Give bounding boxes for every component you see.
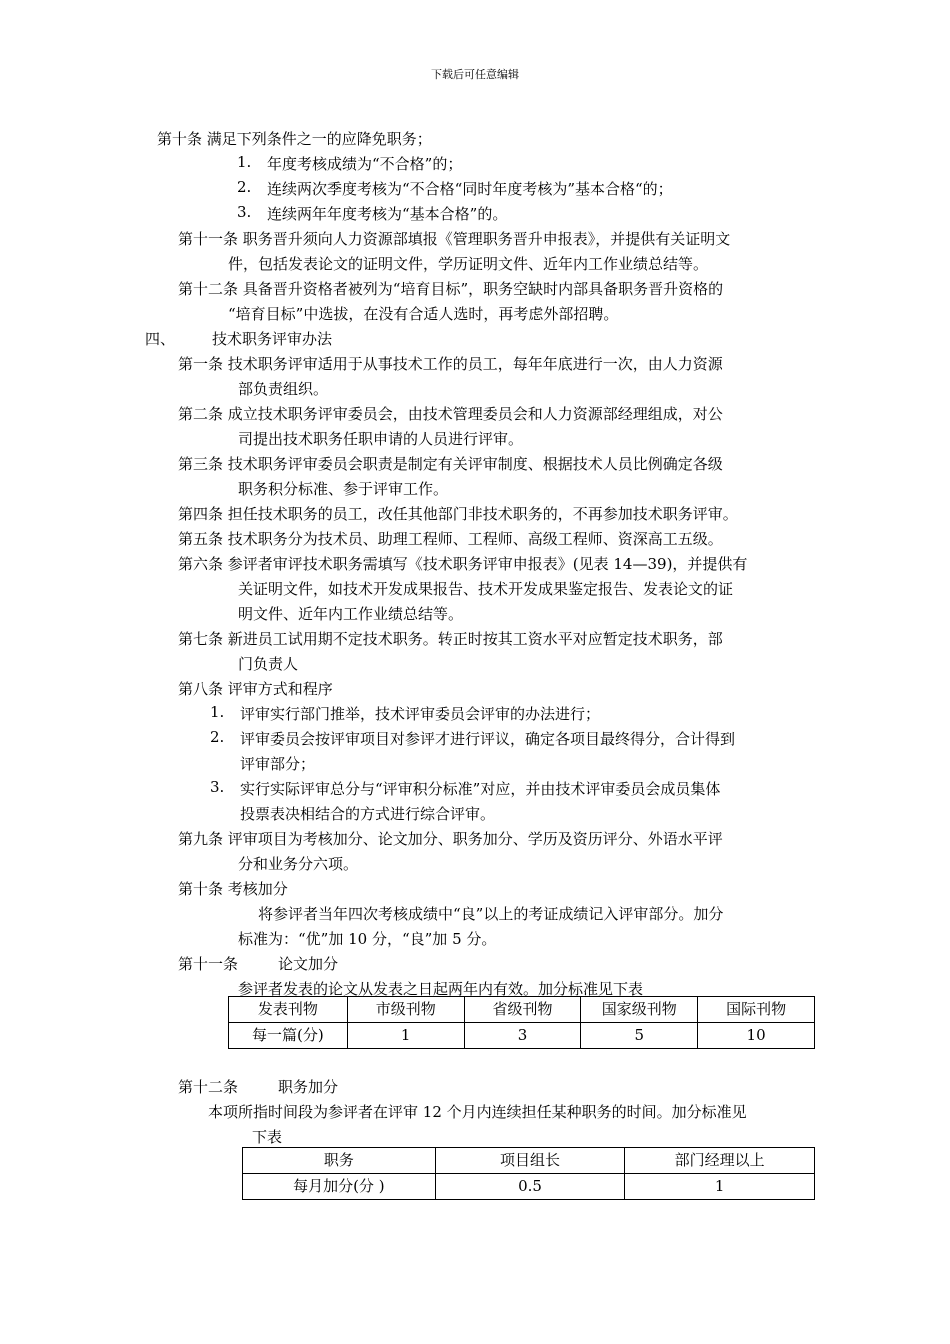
page-header: 下载后可任意编辑 [431, 68, 519, 81]
table-cell: 职务 [243, 1148, 436, 1174]
article-title: 论文加分 [278, 955, 339, 973]
article-12-text-cont: “培育目标”中选拔，在没有合适人选时，再考虑外部招聘。 [228, 305, 619, 323]
table-cell: 省级刊物 [464, 997, 581, 1023]
paragraph-line: 将参评者当年四次考核成绩中“良”以上的考证成绩记入评审部分。加分 [258, 905, 724, 923]
table-row [243, 1148, 815, 1174]
table-cell: 3 [464, 1023, 581, 1049]
list-item: 实行实际评审总分与“评审积分标准”对应，并由技术评审委员会成员集体 [240, 780, 721, 798]
table-cell: 1 [625, 1174, 815, 1200]
article-11-text: 第十一条 职务晋升须向人力资源部填报《管理职务晋升申报表》，并提供有关证明文 [178, 230, 731, 248]
table-cell: 国际刊物 [698, 997, 815, 1023]
paragraph-line: 第一条 技术职务评审适用于从事技术工作的员工，每年年底进行一次，由人力资源 [178, 355, 723, 373]
article-11-text-cont: 件，包括发表论文的证明文件，学历证明文件、近年内工作业绩总结等。 [228, 255, 709, 273]
table-row [229, 997, 815, 1023]
table-cell: 10 [698, 1023, 815, 1049]
paragraph-line: 关证明文件，如技术开发成果报告、技术开发成果鉴定报告、发表论文的证 [238, 580, 734, 598]
list-number: 3. [210, 778, 225, 796]
section-number: 四、 [145, 330, 176, 348]
paragraph-line: 本项所指时间段为参评者在评审 12 个月内连续担任某种职务的时间。加分标准见 [208, 1103, 747, 1121]
paragraph-line: 第九条 评审项目为考核加分、论文加分、职务加分、学历及资历评分、外语水平评 [178, 830, 723, 848]
table-cell: 项目组长 [435, 1148, 625, 1174]
list-number: 1. [210, 703, 225, 721]
paragraph-line: 标准为：“优”加 10 分，“良”加 5 分。 [238, 930, 497, 948]
list-item: 连续两次季度考核为“不合格“同时年度考核为”基本合格“的； [267, 180, 673, 198]
article-heading: 第十二条 [178, 1078, 239, 1096]
paragraph-line: 分和业务分六项。 [238, 855, 359, 873]
paragraph-line: 职务积分标准、参于评审工作。 [238, 480, 449, 498]
table-cell: 1 [347, 1023, 464, 1049]
article-10-heading: 第十条 满足下列条件之一的应降免职务； [157, 130, 432, 148]
article-title: 职务加分 [278, 1078, 339, 1096]
list-number: 3. [237, 203, 252, 221]
list-item-cont: 评审部分； [240, 755, 316, 773]
paragraph-line: 门负责人 [238, 655, 299, 673]
list-item: 连续两年年度考核为“基本合格”的。 [267, 205, 508, 223]
list-item: 评审实行部门推举，技术评审委员会评审的办法进行； [240, 705, 601, 723]
table-cell: 5 [581, 1023, 698, 1049]
section-title: 技术职务评审办法 [212, 330, 333, 348]
article-heading: 第十一条 [178, 955, 239, 973]
table-cell: 市级刊物 [347, 997, 464, 1023]
paragraph-line: 第四条 担任技术职务的员工，改任其他部门非技术职务的，不再参加技术职务评审。 [178, 505, 738, 523]
paragraph-line: 第三条 技术职务评审委员会职责是制定有关评审制度、根据技术人员比例确定各级 [178, 455, 723, 473]
table-cell: 发表刊物 [229, 997, 348, 1023]
paragraph-line: 第五条 技术职务分为技术员、助理工程师、工程师、高级工程师、资深高工五级。 [178, 530, 723, 548]
paragraph-line: 第八条 评审方式和程序 [178, 680, 333, 698]
list-number: 2. [237, 178, 252, 196]
table-cell: 每一篇(分) [229, 1023, 348, 1049]
paragraph-line: 明文件、近年内工作业绩总结等。 [238, 605, 464, 623]
paragraph-line: 第六条 参评者审评技术职务需填写《技术职务评审申报表》(见表 14—39)，并提供有 [178, 555, 748, 573]
table-cell: 国家级刊物 [581, 997, 698, 1023]
article-12-text: 第十二条 具备晋升资格者被列为“培育目标”，职务空缺时内部具备职务晋升资格的 [178, 280, 724, 298]
list-item: 评审委员会按评审项目对参评才进行评议，确定各项目最终得分，合计得到 [240, 730, 736, 748]
paragraph-line: 部负责组织。 [238, 380, 329, 398]
paragraph-line: 第七条 新进员工试用期不定技术职务。转正时按其工资水平对应暂定技术职务，部 [178, 630, 723, 648]
paragraph-line: 第十条 考核加分 [178, 880, 288, 898]
table-cell: 部门经理以上 [625, 1148, 815, 1174]
position-score-table [242, 1147, 815, 1200]
list-number: 1. [237, 153, 252, 171]
table-row [243, 1174, 815, 1200]
table-row [229, 1023, 815, 1049]
list-item-cont: 投票表决相结合的方式进行综合评审。 [240, 805, 496, 823]
paragraph-line: 参评者发表的论文从发表之日起两年内有效。加分标准见下表 [238, 980, 644, 998]
paper-score-table [228, 996, 815, 1049]
paragraph-line: 司提出技术职务任职申请的人员进行评审。 [238, 430, 524, 448]
list-number: 2. [210, 728, 225, 746]
table-cell: 0.5 [435, 1174, 625, 1200]
table-cell: 每月加分(分 ) [243, 1174, 436, 1200]
list-item: 年度考核成绩为“不合格”的； [267, 155, 463, 173]
paragraph-line: 第二条 成立技术职务评审委员会，由技术管理委员会和人力资源部经理组成，对公 [178, 405, 723, 423]
paragraph-line: 下表 [252, 1128, 283, 1146]
